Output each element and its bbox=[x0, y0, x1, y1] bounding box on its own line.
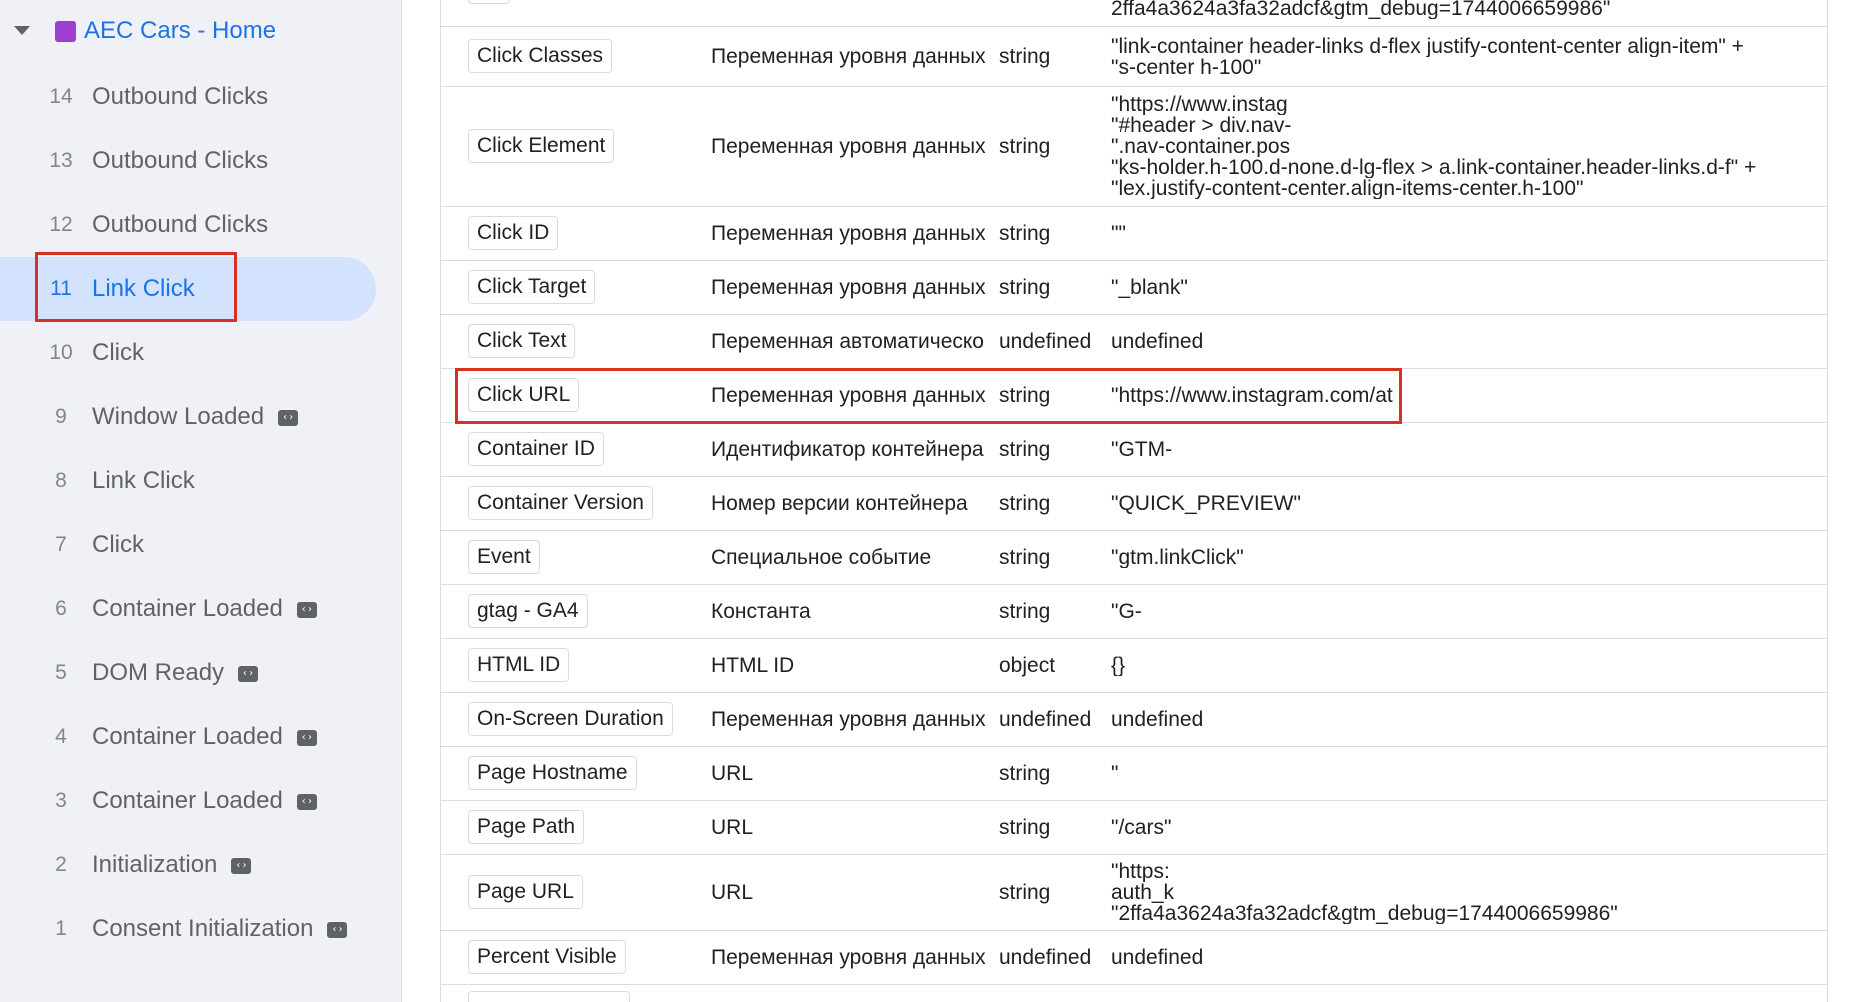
code-badge-icon: ‹› bbox=[238, 666, 258, 682]
variable-name-chip[interactable]: Click URL bbox=[468, 378, 579, 412]
table-row bbox=[441, 87, 1827, 207]
event-item[interactable] bbox=[0, 705, 376, 769]
variable-name-chip bbox=[468, 991, 630, 1002]
variable-value bbox=[1111, 947, 1811, 968]
event-number: 8 bbox=[55, 469, 67, 492]
table-row bbox=[441, 27, 1827, 87]
variable-data-type: undefined bbox=[999, 708, 1092, 731]
variable-type: URL bbox=[711, 816, 754, 839]
variable-value-line: "s-center h-100" bbox=[1111, 57, 1262, 78]
event-number: 13 bbox=[49, 149, 73, 172]
variable-value-line: "ks-holder.h-100.d-none.d-lg-flex > a.link-container.header-links.d-f" + bbox=[1111, 157, 1757, 178]
variable-value bbox=[1111, 763, 1811, 784]
variable-value-line: undefined bbox=[1111, 709, 1204, 730]
variable-name-chip[interactable]: Page Hostname bbox=[468, 756, 637, 790]
variable-value-line: "2ffa4a3624a3fa32adcf&gtm_debug=1744006659986" bbox=[1111, 903, 1618, 924]
variable-data-type: string bbox=[999, 135, 1051, 158]
table-row bbox=[441, 747, 1827, 801]
code-badge-icon: ‹› bbox=[297, 794, 317, 810]
variable-name-chip bbox=[468, 0, 510, 4]
event-number: 10 bbox=[49, 341, 73, 364]
variable-type: Переменная уровня данных bbox=[711, 222, 986, 245]
variable-data-type: string bbox=[999, 45, 1051, 68]
code-badge-icon: ‹› bbox=[297, 602, 317, 618]
event-label bbox=[92, 147, 268, 175]
event-item[interactable] bbox=[0, 65, 376, 129]
event-number: 7 bbox=[55, 533, 67, 556]
table-row bbox=[441, 207, 1827, 261]
collapse-caret-icon[interactable] bbox=[14, 26, 30, 35]
event-number: 5 bbox=[55, 661, 67, 684]
event-label bbox=[92, 83, 268, 111]
table-row bbox=[441, 369, 1827, 423]
event-label-text: DOM Ready bbox=[92, 659, 225, 686]
variable-value-line: "#header > div.nav- bbox=[1111, 115, 1292, 136]
variable-value: 2ffa4a3624a3fa32adcf&gtm_debug=1744006659986" bbox=[1111, 0, 1611, 19]
code-badge-icon: ‹› bbox=[231, 858, 251, 874]
event-label-text: Window Loaded bbox=[92, 403, 265, 430]
variable-value bbox=[1111, 655, 1811, 676]
variable-value bbox=[1111, 493, 1811, 514]
event-item[interactable] bbox=[0, 385, 376, 449]
variable-type: Специальное событие bbox=[711, 546, 932, 569]
variable-value bbox=[1111, 817, 1811, 838]
event-number: 14 bbox=[49, 85, 73, 108]
event-label-text: Click bbox=[92, 339, 144, 366]
variable-data-type: string bbox=[999, 881, 1051, 904]
event-label-text: Initialization bbox=[92, 851, 218, 878]
variable-type: HTML ID bbox=[711, 654, 795, 677]
variable-value bbox=[1111, 331, 1811, 352]
variable-value-line: undefined bbox=[1111, 331, 1204, 352]
event-label-text: Outbound Clicks bbox=[92, 83, 269, 110]
variable-name-chip[interactable]: Page URL bbox=[468, 875, 583, 909]
event-number: 11 bbox=[50, 277, 72, 300]
variable-data-type: string bbox=[999, 492, 1051, 515]
table-row bbox=[441, 477, 1827, 531]
event-number: 3 bbox=[55, 789, 67, 812]
variable-type: Идентификатор контейнера bbox=[711, 438, 984, 461]
event-label-text: Link Click bbox=[92, 275, 195, 302]
event-item[interactable] bbox=[0, 193, 376, 257]
variable-data-type: string bbox=[999, 600, 1051, 623]
event-label bbox=[92, 275, 195, 303]
table-row bbox=[441, 423, 1827, 477]
event-number: 4 bbox=[55, 725, 67, 748]
variable-name-chip[interactable]: Click Element bbox=[468, 129, 614, 163]
table-row bbox=[441, 855, 1827, 931]
variable-name-chip[interactable]: Click Classes bbox=[468, 39, 612, 73]
variable-type: Переменная уровня данных bbox=[711, 276, 986, 299]
variable-type: Переменная уровня данных bbox=[711, 45, 986, 68]
variable-name-chip[interactable]: gtag - GA4 bbox=[468, 594, 588, 628]
table-row bbox=[441, 531, 1827, 585]
event-item[interactable] bbox=[0, 321, 376, 385]
table-row bbox=[441, 261, 1827, 315]
table-row bbox=[441, 585, 1827, 639]
variable-value-line: "" bbox=[1111, 223, 1126, 244]
event-number: 9 bbox=[55, 405, 67, 428]
event-label-text: Container Loaded bbox=[92, 723, 283, 750]
event-item[interactable] bbox=[0, 257, 376, 321]
variable-value-line: " bbox=[1111, 763, 1119, 784]
variable-type: URL bbox=[711, 881, 754, 904]
table-row bbox=[441, 315, 1827, 369]
variable-type: Переменная уровня данных bbox=[711, 946, 986, 969]
variable-type: Переменная уровня данных bbox=[711, 135, 986, 158]
event-label bbox=[92, 403, 298, 431]
site-title[interactable]: AEC Cars - Home bbox=[84, 17, 277, 44]
variable-value-line: ".nav-container.pos bbox=[1111, 136, 1291, 157]
variable-name-chip[interactable]: Click ID bbox=[468, 216, 558, 250]
variable-value-line: "QUICK_PREVIEW" bbox=[1111, 493, 1301, 514]
site-header[interactable] bbox=[0, 0, 402, 64]
variables-table bbox=[440, 0, 1828, 1002]
variable-value-line: "_blank" bbox=[1111, 277, 1188, 298]
variable-name-chip[interactable]: Container Version bbox=[468, 486, 653, 520]
variable-value-line: "https://www.instagram.com/at bbox=[1111, 385, 1393, 406]
table-row bbox=[441, 931, 1827, 985]
table-row bbox=[441, 801, 1827, 855]
event-label bbox=[92, 851, 251, 879]
variable-value bbox=[1111, 223, 1811, 244]
variable-type: Константа bbox=[711, 600, 811, 623]
variable-type: URL bbox=[711, 762, 754, 785]
variable-type: Переменная автоматическо bbox=[711, 330, 984, 353]
variable-name-chip[interactable]: Percent Visible bbox=[468, 940, 626, 974]
event-label-text: Outbound Clicks bbox=[92, 147, 269, 174]
event-item[interactable] bbox=[0, 833, 376, 897]
variable-name-chip[interactable]: HTML ID bbox=[468, 648, 569, 682]
event-label-text: Outbound Clicks bbox=[92, 211, 269, 238]
variable-value bbox=[1111, 36, 1811, 78]
event-sidebar bbox=[0, 0, 402, 1002]
table-row-partial-bottom bbox=[441, 985, 1827, 1002]
table-row bbox=[441, 693, 1827, 747]
code-badge-icon: ‹› bbox=[327, 922, 347, 938]
event-label bbox=[92, 531, 144, 559]
variable-value bbox=[1111, 709, 1811, 730]
variable-value bbox=[1111, 547, 1811, 568]
code-badge-icon: ‹› bbox=[278, 410, 298, 426]
variable-value-line: {} bbox=[1111, 655, 1126, 676]
variable-value-line: "gtm.linkClick" bbox=[1111, 547, 1244, 568]
event-label bbox=[92, 659, 258, 687]
variable-name-chip[interactable]: Event bbox=[468, 540, 540, 574]
event-item[interactable] bbox=[0, 449, 376, 513]
variable-name-chip[interactable]: Container ID bbox=[468, 432, 604, 466]
variable-value-line: "/cars" bbox=[1111, 817, 1172, 838]
variable-value-line: undefined bbox=[1111, 947, 1204, 968]
event-number: 6 bbox=[55, 597, 67, 620]
variable-data-type: string bbox=[999, 546, 1051, 569]
variable-type: Переменная уровня данных bbox=[711, 384, 986, 407]
event-label bbox=[92, 915, 347, 943]
event-label-text: Click bbox=[92, 531, 144, 558]
event-item[interactable] bbox=[0, 513, 376, 577]
variable-name-chip[interactable]: Click Target bbox=[468, 270, 595, 304]
variable-value-line: "link-container header-links d-flex justify-content-center align-item" + bbox=[1111, 36, 1744, 57]
event-item[interactable] bbox=[0, 129, 376, 193]
variable-name-chip[interactable]: Click Text bbox=[468, 324, 575, 358]
variable-value-line: "GTM- bbox=[1111, 439, 1173, 460]
variable-data-type: string bbox=[999, 762, 1051, 785]
variable-value bbox=[1111, 601, 1811, 622]
event-label-text: Container Loaded bbox=[92, 787, 283, 814]
event-label bbox=[92, 339, 144, 367]
table-row-partial bbox=[441, 0, 1827, 27]
variable-data-type: string bbox=[999, 276, 1051, 299]
event-label bbox=[92, 595, 317, 623]
variable-value-line: auth_k bbox=[1111, 882, 1175, 903]
variable-value bbox=[1111, 277, 1811, 298]
event-label-text: Link Click bbox=[92, 467, 195, 494]
event-number: 1 bbox=[55, 917, 67, 940]
event-item[interactable] bbox=[0, 641, 376, 705]
variable-data-type: undefined bbox=[999, 330, 1092, 353]
event-number: 12 bbox=[49, 213, 73, 236]
event-item[interactable] bbox=[0, 577, 376, 641]
event-item[interactable] bbox=[0, 769, 376, 833]
variable-data-type: string bbox=[999, 222, 1051, 245]
table-row bbox=[441, 639, 1827, 693]
variable-value bbox=[1111, 439, 1811, 460]
variable-value-line: "lex.justify-content-center.align-items-center.h-100" bbox=[1111, 178, 1584, 199]
variable-type: Номер версии контейнера bbox=[711, 492, 968, 515]
variable-value-line: "https: bbox=[1111, 861, 1170, 882]
variable-data-type: undefined bbox=[999, 946, 1092, 969]
variable-data-type: string bbox=[999, 438, 1051, 461]
site-color-icon bbox=[55, 21, 76, 42]
variable-value bbox=[1111, 861, 1811, 924]
event-item[interactable] bbox=[0, 897, 376, 961]
code-badge-icon: ‹› bbox=[297, 730, 317, 746]
event-label bbox=[92, 211, 268, 239]
variable-value bbox=[1111, 94, 1811, 199]
event-label-text: Container Loaded bbox=[92, 595, 283, 622]
variable-name-chip[interactable]: On-Screen Duration bbox=[468, 702, 673, 736]
event-label bbox=[92, 787, 317, 815]
variable-value-line: "G- bbox=[1111, 601, 1142, 622]
variable-type: Переменная уровня данных bbox=[711, 708, 986, 731]
event-number: 2 bbox=[55, 853, 67, 876]
variable-data-type: string bbox=[999, 384, 1051, 407]
event-label-text: Consent Initialization bbox=[92, 915, 314, 942]
variable-name-chip[interactable]: Page Path bbox=[468, 810, 584, 844]
event-label bbox=[92, 467, 195, 495]
variable-value bbox=[1111, 385, 1811, 406]
variable-data-type: object bbox=[999, 654, 1056, 677]
event-label bbox=[92, 723, 317, 751]
variable-data-type: string bbox=[999, 816, 1051, 839]
variable-value-line: "https://www.instag bbox=[1111, 94, 1288, 115]
